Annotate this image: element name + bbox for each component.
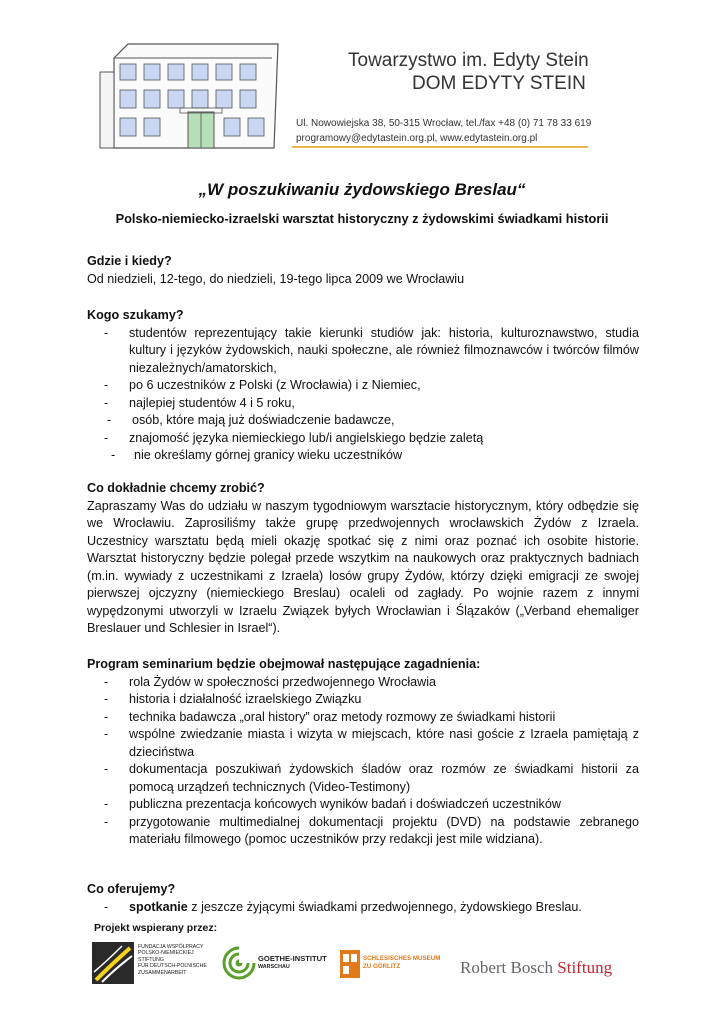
dash-bullet: - bbox=[104, 430, 109, 445]
list-item bbox=[87, 674, 639, 692]
org-contacts[interactable]: programowy@edytastein.org.pl, www.edytastein.org.pl bbox=[296, 133, 538, 144]
fwpn-line: STIFTUNG bbox=[138, 956, 164, 963]
schlesisches-museum-logo bbox=[340, 950, 450, 984]
section-heading: Gdzie i kiedy? bbox=[87, 254, 172, 268]
bosch-name: Robert Bosch bbox=[460, 958, 554, 977]
list-item bbox=[87, 412, 639, 430]
section-heading: Co dokładnie chcemy zrobić? bbox=[87, 481, 265, 495]
museum-mark-icon bbox=[340, 950, 360, 978]
section-heading: Kogo szukamy? bbox=[87, 308, 184, 322]
goethe-swirl-icon bbox=[222, 946, 256, 980]
section-where bbox=[87, 253, 639, 288]
dash-bullet: - bbox=[104, 762, 109, 776]
bosch-stiftung: Stiftung bbox=[557, 958, 613, 977]
document-title: „W poszukiwaniu żydowskiego Breslau“ bbox=[198, 180, 526, 199]
dash-bullet: - bbox=[104, 899, 109, 914]
house-drawing-icon bbox=[96, 40, 286, 156]
list-item bbox=[87, 395, 639, 413]
list-item bbox=[87, 796, 639, 814]
goethe-city: WARSCHAU bbox=[258, 964, 290, 970]
org-name: Towarzystwo im. Edyty Stein bbox=[348, 50, 589, 71]
fwpn-line: POLSKO-NIEMIECKIEJ bbox=[138, 950, 194, 957]
section-heading: Program seminarium będzie obejmował następujące zagadnienia: bbox=[87, 657, 481, 671]
org-address: Ul. Nowowiejska 38, 50-315 Wrocław, tel./fax +48 (0) 71 78 33 619 bbox=[296, 118, 592, 129]
list-item bbox=[87, 814, 639, 849]
section-offer bbox=[87, 881, 639, 916]
list-item-text: rola Żydów w społeczności przedwojennego Wrocławia bbox=[129, 674, 437, 689]
list-item-text: znajomość języka niemieckiego lub/i angielskiego będzie zaletą bbox=[129, 430, 484, 445]
who-list bbox=[87, 325, 639, 465]
dash-bullet: - bbox=[107, 413, 112, 427]
list-item bbox=[87, 899, 639, 917]
list-item bbox=[87, 325, 639, 378]
fwpn-road-icon bbox=[92, 942, 134, 984]
list-item bbox=[87, 761, 639, 796]
offer-list bbox=[87, 899, 639, 917]
dash-bullet: - bbox=[104, 378, 109, 392]
list-item-text: dokumentacja poszukiwań żydowskich śladów oraz rozmów ze świadkami historii za pomocą urządzeń technicznych (Video-Testimony) bbox=[129, 762, 639, 794]
list-item bbox=[87, 691, 639, 709]
section-heading: Co oferujemy? bbox=[87, 882, 176, 896]
fwpn-line: FÜR DEUTSCH-POLNISCHE bbox=[138, 963, 207, 970]
list-item-text: studentów reprezentujący takie kierunki studiów jak: historia, kulturoznawstwo, studia kultury i języków żydowskich, nauki społeczne, ale również filmoznawców i twórców filmów niezależnych/amatorskich, bbox=[129, 325, 639, 375]
section-text: Zapraszamy Was do udziału w naszym tygodniowym warsztacie historycznym, który odbędzie się we Wrocławiu. Zaprosiliśmy także grupę przedwojennych wrocławskich Żydów z Izraela. Uczestnicy warsztatu będą mieli okazję spotkać się z nimi oraz poznać ich osobite historie. Warsztat historyczny będzie polegał przede wszytkim na naukowych oraz praktycznych badniach (m.in. wywiady z uczestnikami z Izraela) losów grupy Żydów, którzy dzięki emigracji ze swojej pierwszej ojczyzny (niemieckiego Breslau) ocaleli od zagłady. Po wojnie razem z innymi wypędzonymi utworzyli w Izraelu Związek byłych Wrocławian i Ślązaków („Verband ehemaliger Breslauer und Schlesier in Israel“). bbox=[87, 498, 639, 635]
program-list bbox=[87, 674, 639, 849]
section-text: Od niedzieli, 12-tego, do niedzieli, 19-tego lipca 2009 we Wrocławiu bbox=[87, 271, 465, 286]
list-item-text: publiczna prezentacja końcowych wyników badań i doświadczeń uczestników bbox=[129, 797, 561, 811]
list-item-text: technika badawcza „oral history” oraz metody rozmowy ze świadkami historii bbox=[129, 709, 556, 724]
goethe-institut-logo bbox=[222, 944, 332, 986]
museum-name: SCHLESISCHES MUSEUM bbox=[363, 955, 441, 962]
dash-bullet: - bbox=[111, 448, 116, 462]
dash-bullet: - bbox=[104, 325, 109, 340]
list-item-text: historia i działalność izraelskiego Związku bbox=[129, 692, 362, 706]
header-divider bbox=[292, 146, 588, 148]
list-item bbox=[87, 447, 639, 465]
list-item-text: wspólne zwiedzanie miasta i wizyta w miejscach, które nasi goście z Izraela pamiętają z dzieciństwa bbox=[129, 727, 639, 759]
list-item bbox=[87, 377, 639, 395]
dash-bullet: - bbox=[104, 727, 109, 741]
fwpn-line: ZUSAMMENARBEIT bbox=[138, 969, 187, 976]
museum-city: ZU GÖRLITZ bbox=[363, 963, 401, 970]
list-item bbox=[87, 709, 639, 727]
dash-bullet: - bbox=[104, 814, 109, 829]
dash-bullet: - bbox=[104, 692, 109, 706]
robert-bosch-stiftung-logo bbox=[460, 958, 640, 982]
document-subtitle: Polsko-niemiecko-izraelski warsztat historyczny z żydowskimi świadkami historii bbox=[115, 211, 609, 226]
fwpn-logo bbox=[92, 942, 222, 986]
list-item bbox=[87, 726, 639, 761]
sponsors-label: Projekt wspierany przez: bbox=[94, 922, 218, 934]
dash-bullet: - bbox=[104, 674, 109, 689]
list-item-text: po 6 uczestników z Polski (z Wrocławia) i z Niemiec, bbox=[129, 378, 421, 392]
offer-text: z jeszcze żyjącymi świadkami przedwojennego, żydowskiego Breslau. bbox=[187, 899, 582, 914]
offer-bold-text: spotkanie bbox=[129, 899, 188, 914]
list-item bbox=[87, 430, 639, 448]
dash-bullet: - bbox=[104, 709, 109, 724]
fwpn-line: FUNDACJA WSPÓŁPRACY bbox=[138, 944, 204, 950]
list-item-text: osób, które mają już doświadczenie badawcze, bbox=[132, 413, 395, 427]
list-item-text: najlepiej studentów 4 i 5 roku, bbox=[129, 395, 295, 410]
section-who bbox=[87, 307, 639, 465]
goethe-name: GOETHE-INSTITUT bbox=[258, 954, 327, 963]
org-house-name: DOM EDYTY STEIN bbox=[412, 73, 586, 94]
list-item-text: nie określamy górnej granicy wieku uczestników bbox=[134, 448, 403, 462]
dash-bullet: - bbox=[104, 395, 109, 410]
list-item-text: przygotowanie multimedialnej dokumentacji projektu (DVD) na podstawie zebranego materiału filmowego (pomoc uczestników przy redakcji jest mile widziana). bbox=[129, 814, 639, 846]
dash-bullet: - bbox=[104, 797, 109, 811]
section-program bbox=[87, 656, 639, 849]
section-what bbox=[87, 480, 639, 638]
